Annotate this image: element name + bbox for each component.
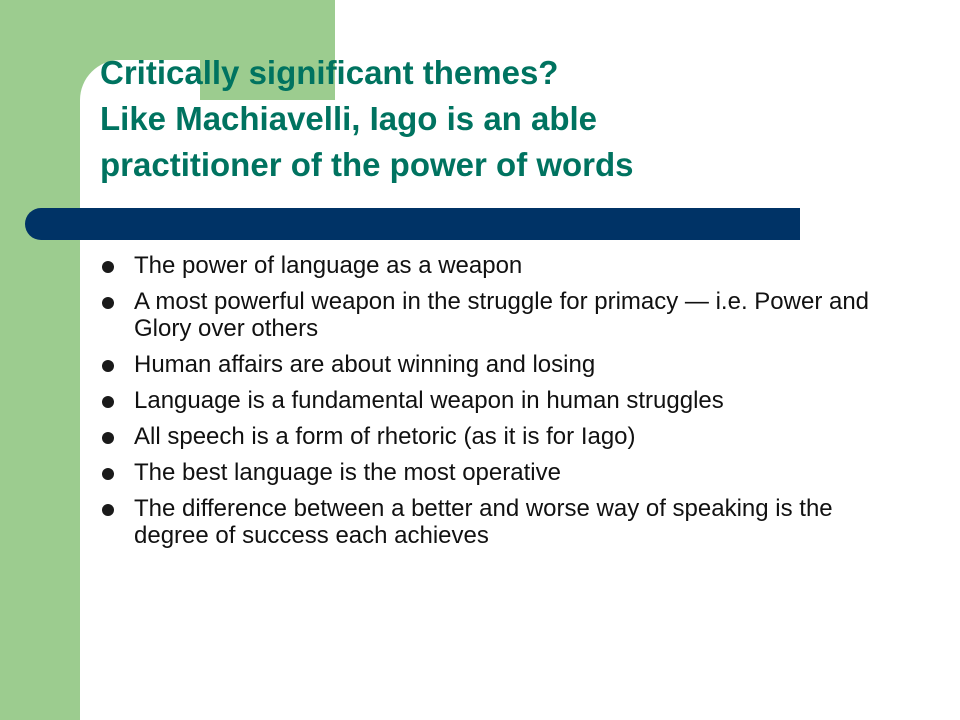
slide-title bbox=[100, 50, 820, 188]
bullet-text: All speech is a form of rhetoric (as it is for Iago) bbox=[134, 423, 636, 450]
bullet-text: The best language is the most operative bbox=[134, 459, 561, 486]
bullet-icon bbox=[102, 504, 114, 516]
bullet-text: The difference between a better and worse way of speaking is the degree of success each achieves bbox=[134, 495, 833, 549]
title-line-1: Critically significant themes? bbox=[100, 54, 559, 91]
bullet-icon bbox=[102, 360, 114, 372]
title-line-2: Like Machiavelli, Iago is an able bbox=[100, 100, 598, 137]
bullet-item bbox=[100, 495, 900, 549]
bullet-icon bbox=[102, 396, 114, 408]
decorative-navy-bar bbox=[25, 208, 800, 240]
bullet-item bbox=[100, 288, 900, 342]
bullet-text: Language is a fundamental weapon in human struggles bbox=[134, 387, 724, 414]
bullet-icon bbox=[102, 297, 114, 309]
bullet-item bbox=[100, 459, 900, 486]
bullet-text: Human affairs are about winning and losing bbox=[134, 351, 596, 378]
bullet-item bbox=[100, 252, 900, 279]
bullet-icon bbox=[102, 261, 114, 273]
bullet-list bbox=[100, 252, 900, 558]
bullet-icon bbox=[102, 468, 114, 480]
bullet-item bbox=[100, 351, 900, 378]
bullet-text: The power of language as a weapon bbox=[134, 252, 523, 279]
title-line-3: practitioner of the power of words bbox=[100, 146, 634, 183]
bullet-icon bbox=[102, 432, 114, 444]
bullet-text: A most powerful weapon in the struggle for primacy — i.e. Power and Glory over others bbox=[134, 288, 870, 342]
decorative-green-band bbox=[0, 0, 80, 720]
bullet-item bbox=[100, 423, 900, 450]
bullet-item bbox=[100, 387, 900, 414]
